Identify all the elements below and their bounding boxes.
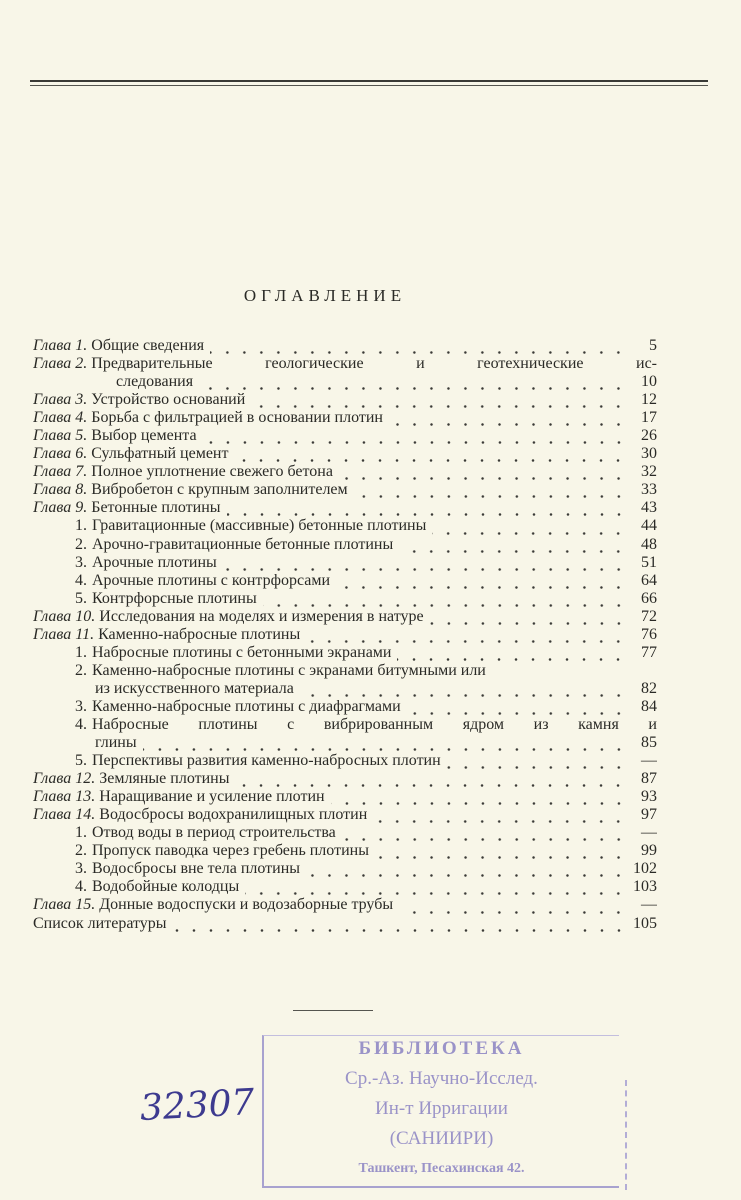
section-number: 5. — [75, 589, 87, 607]
library-stamp — [262, 1035, 619, 1188]
chapter-label: Глава 14. — [33, 806, 96, 824]
toc-entry — [33, 878, 657, 896]
dot-leader — [251, 391, 627, 409]
entry-title: Земляные плотины — [99, 770, 230, 788]
entry-title: Арочные плотины с контрфорсами — [92, 571, 331, 589]
section-number: 2. — [75, 535, 87, 553]
toc-entry — [33, 788, 657, 806]
page-number: — — [641, 896, 657, 914]
dot-leader — [306, 626, 627, 644]
page-number: 93 — [641, 788, 657, 806]
section-number: 1. — [75, 643, 87, 661]
dot-leader — [223, 554, 627, 572]
toc-entry — [33, 517, 657, 535]
page-number: 85 — [641, 734, 657, 752]
section-number: 4. — [75, 715, 87, 733]
dot-leader — [306, 860, 627, 878]
stamp-inventory-number: 32307 — [139, 1082, 256, 1129]
entry-title: Наращивание и усиление плотин — [99, 788, 325, 806]
toc-entry — [33, 337, 657, 355]
top-rule-thin — [30, 85, 708, 86]
toc-entry — [33, 662, 657, 680]
page-number: 99 — [641, 842, 657, 860]
toc-entry — [33, 770, 657, 788]
entry-title: Набросные плотины с бетонными экранами — [92, 643, 392, 661]
chapter-label: Глава 11. — [33, 625, 95, 643]
page-number: 32 — [641, 463, 657, 481]
page-number: 76 — [641, 625, 657, 643]
page-number: 10 — [641, 373, 657, 391]
toc-entry — [33, 608, 657, 626]
page-number: 43 — [641, 499, 657, 517]
dot-leader — [339, 463, 627, 481]
section-number: 2. — [75, 842, 87, 860]
entry-title: из искусственного материала — [95, 679, 294, 697]
toc-entry — [33, 644, 657, 662]
chapter-label: Глава 2. — [33, 355, 88, 373]
page-number: — — [641, 752, 657, 770]
page-number: 44 — [641, 517, 657, 535]
toc-entry — [33, 896, 657, 914]
page-number: 84 — [641, 697, 657, 715]
toc-entry — [33, 463, 657, 481]
entry-title: Каменно-набросные плотины — [98, 625, 301, 643]
dot-leader — [143, 734, 627, 752]
page-number: 105 — [633, 914, 657, 932]
toc-entry — [33, 373, 657, 391]
toc-entry — [33, 409, 657, 427]
toc-entry — [33, 590, 657, 608]
chapter-label: Глава 8. — [33, 481, 88, 499]
entry-title: Предварительные геологические и геотехнические ис- — [91, 355, 657, 373]
dot-leader — [173, 915, 627, 933]
top-rule — [30, 80, 708, 82]
toc-entry — [33, 752, 657, 770]
toc-entry — [33, 391, 657, 409]
entry-title: Полное уплотнение свежего бетона — [91, 463, 333, 481]
page-number: 77 — [641, 643, 657, 661]
toc-entry — [33, 915, 657, 933]
dot-leader — [234, 445, 627, 463]
dot-leader — [336, 572, 627, 590]
entry-title: следования — [116, 373, 194, 391]
chapter-label: Глава 15. — [33, 896, 96, 914]
toc-entry — [33, 860, 657, 878]
dot-leader — [354, 481, 627, 499]
stamp-line: Ин-т Ирригации — [375, 1098, 508, 1119]
page-title: ОГЛАВЛЕНИЕ — [243, 286, 407, 305]
entry-title: Исследования на моделях и измерения в натуре — [99, 607, 424, 625]
entry-title: Бетонные плотины — [91, 499, 221, 517]
dot-leader — [447, 752, 627, 770]
entry-title: Водосбросы вне тела плотины — [92, 860, 301, 878]
page-number: 103 — [633, 878, 657, 896]
dot-leader — [373, 806, 627, 824]
page-number: 33 — [641, 481, 657, 499]
chapter-label: Глава 10. — [33, 607, 96, 625]
toc-entry — [33, 626, 657, 644]
toc-entry — [33, 427, 657, 445]
toc-entry — [33, 536, 657, 554]
entry-title: Арочно-гравитационные бетонные плотины — [92, 535, 394, 553]
section-number: 3. — [75, 860, 87, 878]
toc-entry — [33, 734, 657, 752]
entry-title: Арочные плотины — [92, 553, 217, 571]
section-number: 2. — [75, 661, 87, 679]
toc-entry — [33, 824, 657, 842]
stamp-line: Ташкент, Песахинская 42. — [358, 1161, 525, 1176]
stamp-line: Ср.-Аз. Научно-Исслед. — [345, 1068, 538, 1089]
page-number: — — [641, 824, 657, 842]
toc-entry — [33, 572, 657, 590]
entry-title: Вибробетон с крупным заполнителем — [91, 481, 348, 499]
page-number: 66 — [641, 589, 657, 607]
entry-title: Борьба с фильтрацией в основании плотин — [91, 409, 383, 427]
entry-title: Устройство оснований — [91, 391, 246, 409]
chapter-label: Глава 4. — [33, 409, 88, 427]
section-number: 3. — [75, 697, 87, 715]
entry-title: Сульфатный цемент — [91, 445, 229, 463]
toc-entry — [33, 806, 657, 824]
dot-leader — [432, 518, 627, 536]
dot-leader — [389, 409, 627, 427]
dot-leader — [331, 788, 627, 806]
toc-entry — [33, 842, 657, 860]
page-number: 48 — [641, 535, 657, 553]
entry-title: Перспективы развития каменно-набросных плотин — [92, 752, 441, 770]
toc-entry — [33, 481, 657, 499]
entry-title: Каменно-набросные плотины с диафрагмами — [92, 697, 401, 715]
toc-entry — [33, 355, 657, 373]
chapter-label: Глава 9. — [33, 499, 88, 517]
dot-leader — [203, 427, 627, 445]
chapter-label: Глава 5. — [33, 427, 88, 445]
page-number: 5 — [649, 337, 657, 354]
chapter-label: Глава 6. — [33, 445, 88, 463]
page-number: 12 — [641, 391, 657, 409]
chapter-label: Глава 3. — [33, 391, 88, 409]
toc-entry — [33, 499, 657, 517]
entry-title: Водобойные колодцы — [92, 878, 240, 896]
dot-leader — [342, 824, 627, 842]
dot-leader — [199, 373, 627, 391]
chapter-label: Глава 1. — [33, 337, 88, 354]
page-number: 102 — [633, 860, 657, 878]
dot-leader — [430, 608, 627, 626]
toc-entry — [33, 445, 657, 463]
page-number: 72 — [641, 607, 657, 625]
dot-leader — [375, 842, 627, 860]
entry-title: Общие сведения — [91, 337, 205, 354]
dot-leader — [399, 897, 627, 915]
dot-leader — [245, 878, 627, 896]
entry-title: Пропуск паводка через гребень плотины — [92, 842, 369, 860]
section-number: 1. — [75, 517, 87, 535]
dot-leader — [300, 680, 627, 698]
end-rule — [293, 1010, 373, 1011]
dot-leader — [210, 337, 627, 355]
chapter-label: Глава 13. — [33, 788, 96, 806]
page-number: 30 — [641, 445, 657, 463]
page-number: 97 — [641, 806, 657, 824]
toc-entry — [33, 716, 657, 734]
entry-title: глины — [95, 734, 137, 752]
page-number: 51 — [641, 553, 657, 571]
entry-title: Контрфорсные плотины — [92, 589, 257, 607]
entry-title: Водосбросы водохранилищных плотин — [99, 806, 368, 824]
toc-entry — [33, 680, 657, 698]
entry-title: Выбор цемента — [91, 427, 197, 445]
dot-leader — [263, 590, 627, 608]
section-number: 4. — [75, 571, 87, 589]
entry-title: Список литературы — [33, 914, 167, 932]
chapter-label: Глава 7. — [33, 463, 88, 481]
stamp-line: (САНИИРИ) — [389, 1128, 494, 1149]
page-number: 64 — [641, 571, 657, 589]
section-number: 3. — [75, 553, 87, 571]
stamp-edge — [625, 1080, 629, 1190]
entry-title: Отвод воды в период строительства — [92, 824, 336, 842]
page-number: 82 — [641, 679, 657, 697]
dot-leader — [407, 698, 627, 716]
entry-title: Набросные плотины с вибрированным ядром из камня и — [92, 715, 657, 733]
dot-leader — [399, 536, 627, 554]
section-number: 1. — [75, 824, 87, 842]
page-number: 17 — [641, 409, 657, 427]
page-number: 26 — [641, 427, 657, 445]
dot-leader — [227, 499, 627, 517]
toc-entry — [33, 554, 657, 572]
entry-title: Донные водоспуски и водозаборные трубы — [99, 896, 394, 914]
table-of-contents — [33, 337, 657, 933]
entry-title: Гравитационные (массивные) бетонные плотины — [92, 517, 427, 535]
entry-title: Каменно-набросные плотины с экранами битумными или — [92, 661, 486, 679]
page-number: 87 — [641, 770, 657, 788]
chapter-label: Глава 12. — [33, 770, 96, 788]
toc-entry — [33, 698, 657, 716]
dot-leader — [235, 770, 627, 788]
dot-leader — [397, 644, 627, 662]
section-number: 5. — [75, 752, 87, 770]
stamp-line: БИБЛИОТЕКА — [358, 1038, 525, 1059]
section-number: 4. — [75, 878, 87, 896]
